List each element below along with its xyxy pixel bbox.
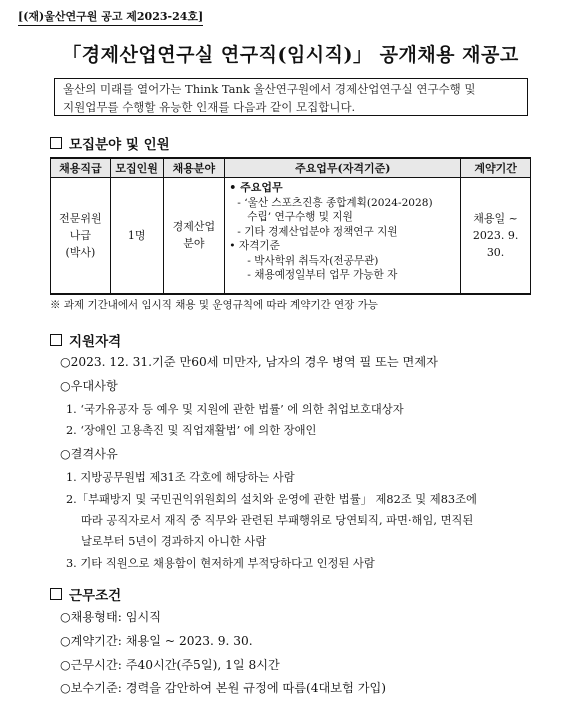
duty-item: - ‘울산 스포츠진흥 종합계획(2024-2028) <box>237 196 433 209</box>
section-title: 모집분야 및 인원 <box>69 137 170 153</box>
list-item: 따라 공직자로서 재직 중 직무와 관련된 부패행위로 당연퇴직, 파면·해임, 면직된 <box>81 514 474 527</box>
intro-line: 지원업무를 수행할 유능한 인재를 다음과 같이 모집합니다. <box>63 100 356 114</box>
work-condition: ○근무시간: 주40시간(주5일), 1일 8시간 <box>60 658 280 672</box>
work-condition: ○계약기간: 채용일 ~ 2023. 9. 30. <box>60 634 253 648</box>
notice-number: [(재)울산연구원 공고 제2023-24호] <box>18 8 203 26</box>
table-header-cell: 주요업무(자격기준) <box>225 158 461 178</box>
work-condition: ○보수기준: 경력을 감안하여 본원 규정에 따름(4대보험 가입) <box>60 681 387 695</box>
duty-heading: • 주요업무 <box>229 181 283 194</box>
list-item: 1. ‘국가유공자 등 예우 및 지원에 관한 법률’ 에 의한 취업보호대상자 <box>66 403 404 416</box>
rank-text: 전문위원 <box>59 211 102 225</box>
table-header-row <box>51 158 531 178</box>
duty-item: - 채용예정일부터 업무 가능한 자 <box>247 269 398 281</box>
section-qualification-heading <box>50 330 121 350</box>
work-condition: ○채용형태: 임시직 <box>60 610 162 624</box>
duty-item: - 기타 경제산업분야 정책연구 지원 <box>237 225 398 238</box>
list-item: 1. 지방공무원법 제31조 각호에 해당하는 사람 <box>66 471 295 484</box>
period-text: 채용일 ~ <box>473 211 518 225</box>
duty-item: 수립’ 연구수행 및 지원 <box>247 211 353 223</box>
preference-title: ○우대사항 <box>60 379 118 393</box>
square-bullet-icon <box>50 137 62 149</box>
table-header-cell: 채용분야 <box>163 158 225 178</box>
list-item: 3. 기타 직원으로 채용함이 현저하게 부적당하다고 인정된 사람 <box>66 557 375 570</box>
table-row <box>51 178 531 294</box>
section-title: 근무조건 <box>69 588 122 604</box>
section-title: 지원자격 <box>69 334 122 350</box>
intro-box <box>54 78 528 116</box>
count-cell: 1명 <box>110 178 163 294</box>
period-cell <box>461 178 531 294</box>
rank-text: (박사) <box>65 245 96 259</box>
table-header-cell: 채용직급 <box>51 158 111 178</box>
list-item: 2.「부패방지 및 국민권익위원회의 설치와 운영에 관한 법률」 제82조 및 제83조에 <box>66 493 477 506</box>
age-requirement: ○2023. 12. 31.기준 만60세 미만자, 남자의 경우 병역 필 또는 면제자 <box>60 355 438 369</box>
rank-text: 나급 <box>69 228 92 242</box>
table-header-cell: 모집인원 <box>110 158 163 178</box>
section-recruit-heading <box>50 133 170 153</box>
table-header-cell: 계약기간 <box>461 158 531 178</box>
field-cell <box>163 178 225 294</box>
disqualification-title: ○결격사유 <box>60 447 118 461</box>
duty-item: - 박사학위 취득자(전공무관) <box>247 254 379 267</box>
square-bullet-icon <box>50 334 62 346</box>
list-item: 2. ‘장애인 고용촉진 및 직업재활법’ 에 의한 장애인 <box>66 424 317 437</box>
list-item: 날로부터 5년이 경과하지 아니한 사람 <box>81 535 267 548</box>
section-work-heading <box>50 584 121 604</box>
field-text: 경제산업 <box>172 220 216 234</box>
duty-heading: • 자격기준 <box>229 240 280 252</box>
duties-cell <box>225 178 461 294</box>
recruit-table <box>50 157 531 295</box>
rank-cell <box>51 178 111 294</box>
field-text: 분야 <box>183 237 205 251</box>
intro-line: 울산의 미래를 열어가는 Think Tank 울산연구원에서 경제산업연구실 연구수행 및 <box>63 82 476 96</box>
period-text: 2023. 9. 30. <box>472 228 519 259</box>
square-bullet-icon <box>50 588 62 600</box>
page-title: 「경제산업연구실 연구직(임시직)」 공개채용 재공고 <box>62 44 519 66</box>
footnote: ※ 과제 기간내에서 임시직 채용 및 운영규칙에 따라 계약기간 연장 가능 <box>50 299 378 311</box>
